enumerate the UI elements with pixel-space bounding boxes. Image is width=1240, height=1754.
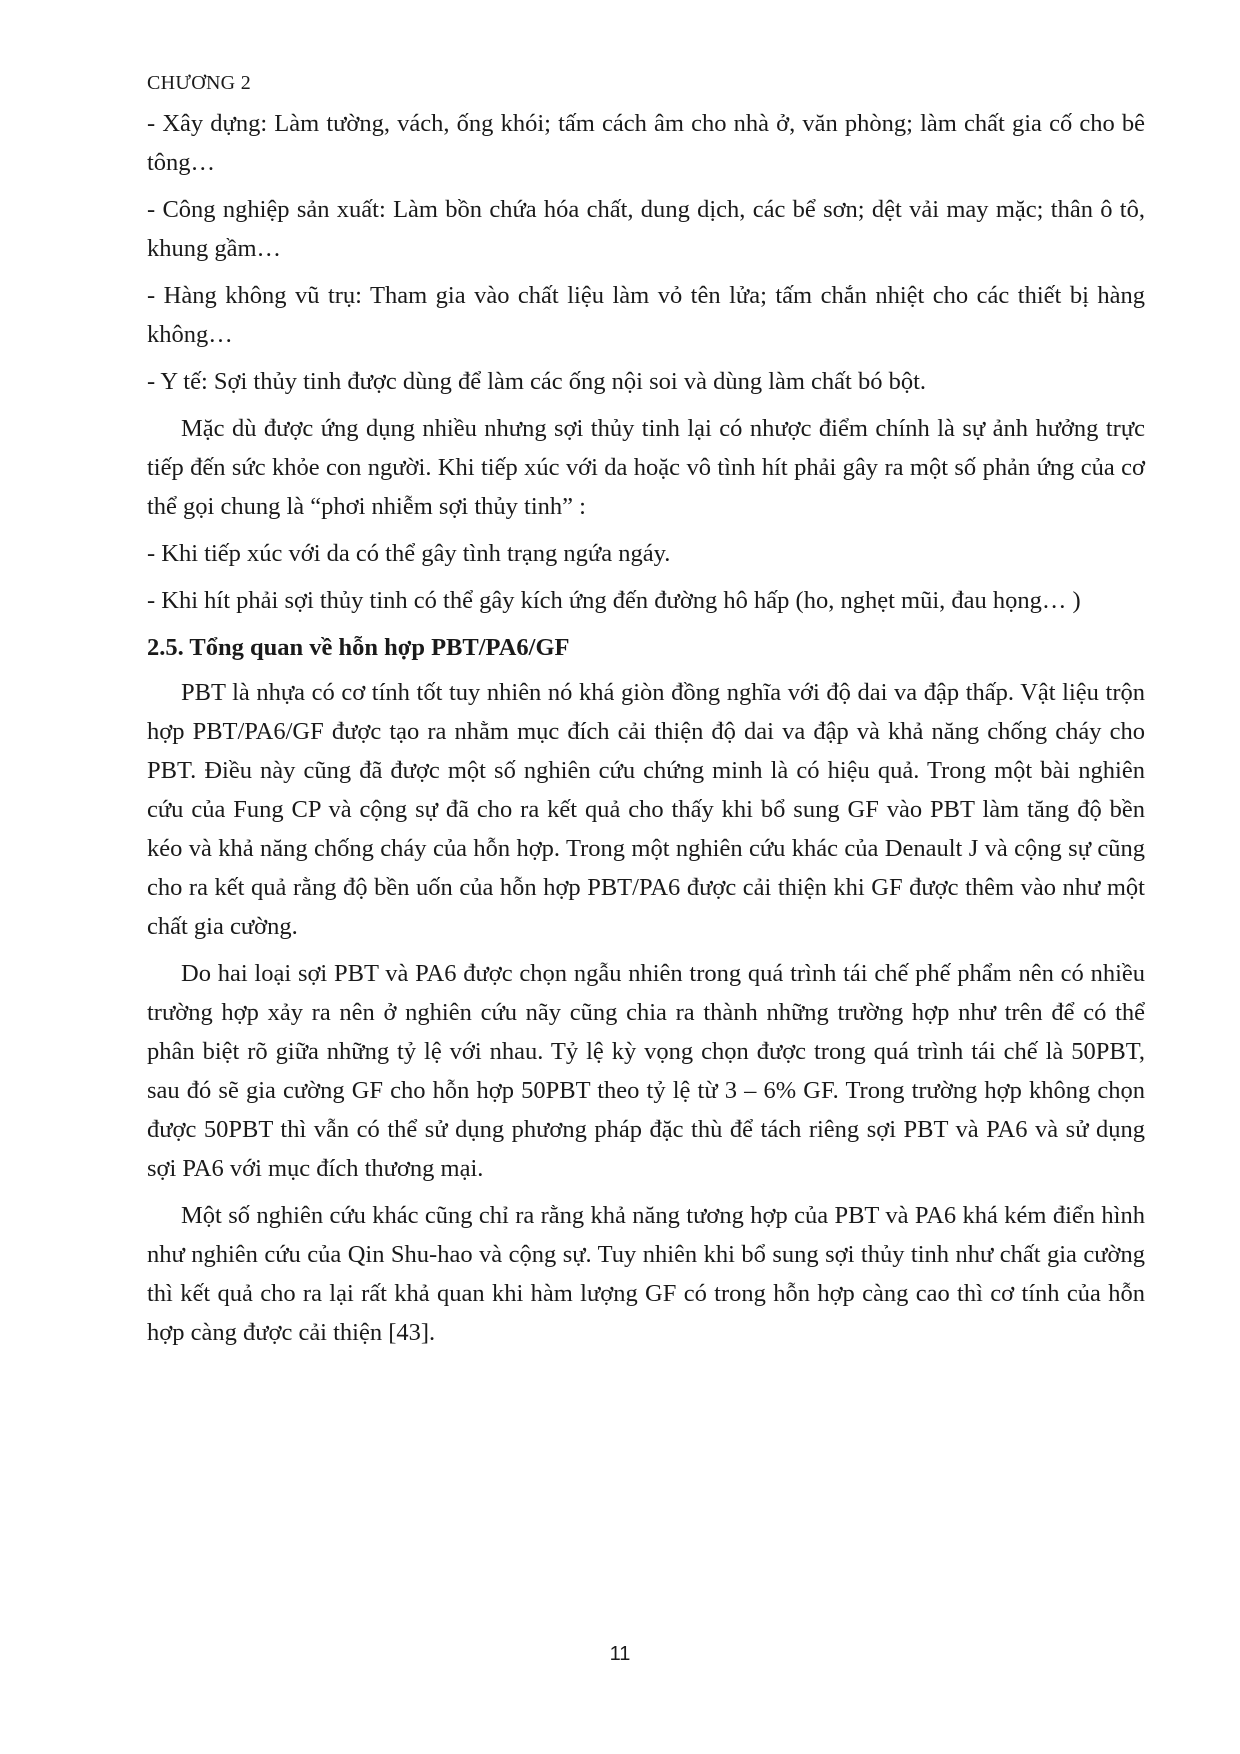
paragraph-compatibility: Một số nghiên cứu khác cũng chỉ ra rằng khả năng tương hợp của PBT và PA6 khá kém điển hình như nghiên cứu của Qin Shu-hao và cộng sự. Tuy nhiên khi bổ sung sợi thủy tinh như chất gia cường thì kết quả cho ra lại rất khả quan khi hàm lượng GF có trong hỗn hợp càng cao thì cơ tính của hỗn hợp càng được cải thiện [43]. bbox=[147, 1202, 1145, 1346]
document-page bbox=[147, 70, 1145, 1360]
bullet-skin-contact: - Khi tiếp xúc với da có thể gây tình trạng ngứa ngáy. bbox=[147, 540, 671, 567]
paragraph-pbt-overview: PBT là nhựa có cơ tính tốt tuy nhiên nó khá giòn đồng nghĩa với độ dai va đập thấp. Vật liệu trộn hợp PBT/PA6/GF được tạo ra nhằm mục đích cải thiện độ dai va đập và khả năng chống cháy cho PBT. Điều này cũng đã được một số nghiên cứu chứng minh là có hiệu quả. Trong một bài nghiên cứu của Fung CP và cộng sự đã cho ra kết quả cho thấy khi bổ sung GF vào PBT làm tăng độ bền kéo và khả năng chống cháy của hỗn hợp. Trong một nghiên cứu khác của Denault J và cộng sự cũng cho ra kết quả rằng độ bền uốn của hỗn hợp PBT/PA6 được cải thiện khi GF được thêm vào như một chất gia cường. bbox=[147, 679, 1145, 940]
page-number: 11 bbox=[609, 1643, 631, 1665]
bullet-manufacturing: - Công nghiệp sản xuất: Làm bồn chứa hóa chất, dung dịch, các bể sơn; dệt vải may mặc; thân ô tô, khung gầm… bbox=[147, 196, 1145, 262]
chapter-header: CHƯƠNG 2 bbox=[147, 72, 252, 94]
section-heading: 2.5. Tổng quan về hỗn hợp PBT/PA6/GF bbox=[147, 634, 570, 661]
bullet-medical: - Y tế: Sợi thủy tinh được dùng để làm các ống nội soi và dùng làm chất bó bột. bbox=[147, 368, 927, 395]
bullet-construction: - Xây dựng: Làm tường, vách, ống khói; tấm cách âm cho nhà ở, văn phòng; làm chất gia cố cho bê tông… bbox=[147, 110, 1145, 176]
paragraph-disadvantage: Mặc dù được ứng dụng nhiều nhưng sợi thủy tinh lại có nhược điểm chính là sự ảnh hưởng trực tiếp đến sức khỏe con người. Khi tiếp xúc với da hoặc vô tình hít phải gây ra một số phản ứng của cơ thể gọi chung là “phơi nhiễm sợi thủy tinh” : bbox=[147, 415, 1145, 520]
paragraph-recycling-ratio: Do hai loại sợi PBT và PA6 được chọn ngẫu nhiên trong quá trình tái chế phế phẩm nên có nhiều trường hợp xảy ra nên ở nghiên cứu nãy cũng chia ra thành những trường hợp như trên để có thể phân biệt rõ giữa những tỷ lệ với nhau. Tỷ lệ kỳ vọng chọn được trong quá trình tái chế là 50PBT, sau đó sẽ gia cường GF cho hỗn hợp 50PBT theo tỷ lệ từ 3 – 6% GF. Trong trường hợp không chọn được 50PBT thì vẫn có thể sử dụng phương pháp đặc thù để tách riêng sợi PBT và PA6 và sử dụng sợi PA6 với mục đích thương mại. bbox=[147, 960, 1145, 1182]
bullet-inhalation: - Khi hít phải sợi thủy tinh có thể gây kích ứng đến đường hô hấp (ho, nghẹt mũi, đau họng… ) bbox=[147, 587, 1081, 614]
bullet-aerospace: - Hàng không vũ trụ: Tham gia vào chất liệu làm vỏ tên lửa; tấm chắn nhiệt cho các thiết bị hàng không… bbox=[147, 282, 1145, 348]
